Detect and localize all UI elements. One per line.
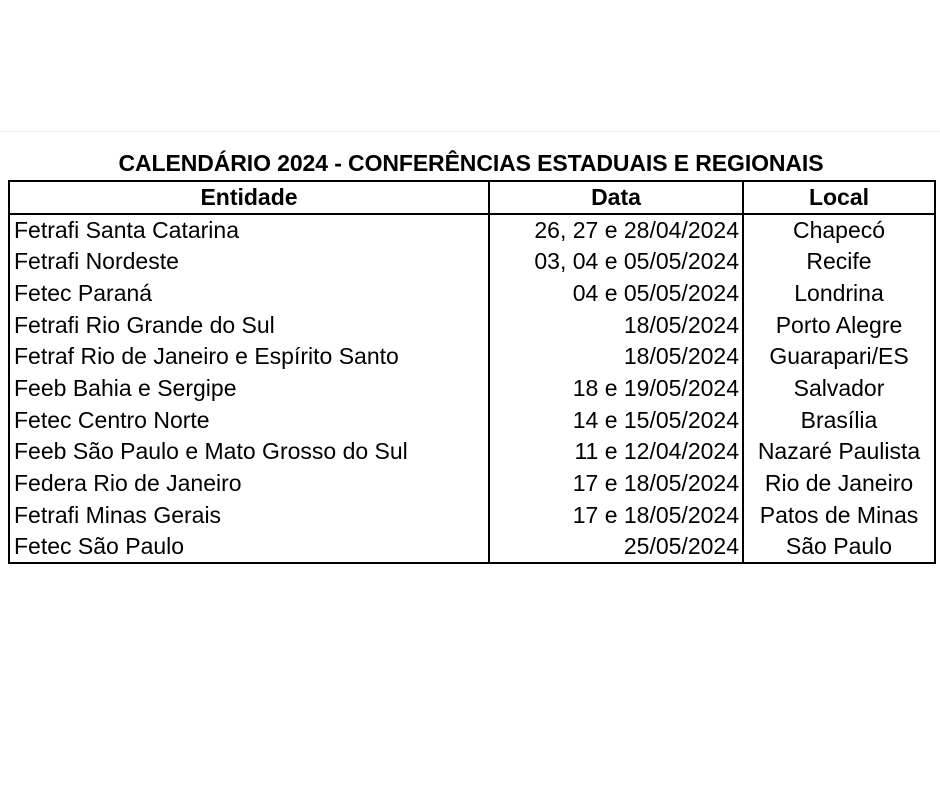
- cell-entidade: Feeb São Paulo e Mato Grosso do Sul: [9, 436, 489, 468]
- cell-data: 25/05/2024: [489, 531, 743, 563]
- cell-local: Rio de Janeiro: [743, 468, 935, 500]
- cell-data: 18/05/2024: [489, 341, 743, 373]
- calendar-table: [8, 180, 936, 564]
- cell-data: 18/05/2024: [489, 309, 743, 341]
- cell-entidade: Fetrafi Nordeste: [9, 246, 489, 278]
- table-row: [9, 531, 935, 563]
- cell-local: Porto Alegre: [743, 309, 935, 341]
- cell-data: 03, 04 e 05/05/2024: [489, 246, 743, 278]
- table-row: [9, 373, 935, 405]
- cell-local: Patos de Minas: [743, 500, 935, 532]
- table-row: [9, 500, 935, 532]
- cell-entidade: Fetec São Paulo: [9, 531, 489, 563]
- table-row: [9, 214, 935, 246]
- cell-entidade: Fetraf Rio de Janeiro e Espírito Santo: [9, 341, 489, 373]
- cell-entidade: Fetec Paraná: [9, 278, 489, 310]
- cell-entidade: Fetec Centro Norte: [9, 404, 489, 436]
- cell-local: Guarapari/ES: [743, 341, 935, 373]
- table-row: [9, 341, 935, 373]
- cell-data: 04 e 05/05/2024: [489, 278, 743, 310]
- header-entidade: Entidade: [9, 181, 489, 214]
- cell-entidade: Fetrafi Rio Grande do Sul: [9, 309, 489, 341]
- cell-entidade: Fetrafi Minas Gerais: [9, 500, 489, 532]
- header-row: [9, 181, 935, 214]
- cell-local: Brasília: [743, 404, 935, 436]
- cell-local: Recife: [743, 246, 935, 278]
- table-row: [9, 246, 935, 278]
- table-row: [9, 404, 935, 436]
- cell-entidade: Federa Rio de Janeiro: [9, 468, 489, 500]
- calendar-title: CALENDÁRIO 2024 - CONFERÊNCIAS ESTADUAIS E REGIONAIS: [118, 150, 824, 176]
- cell-data: 18 e 19/05/2024: [489, 373, 743, 405]
- cell-data: 17 e 18/05/2024: [489, 468, 743, 500]
- top-divider: [0, 131, 940, 132]
- cell-local: São Paulo: [743, 531, 935, 563]
- cell-local: Chapecó: [743, 214, 935, 246]
- cell-data: 26, 27 e 28/04/2024: [489, 214, 743, 246]
- cell-data: 14 e 15/05/2024: [489, 404, 743, 436]
- header-local: Local: [743, 181, 935, 214]
- cell-local: Salvador: [743, 373, 935, 405]
- table-row: [9, 468, 935, 500]
- cell-data: 11 e 12/04/2024: [489, 436, 743, 468]
- header-data: Data: [489, 181, 743, 214]
- cell-entidade: Feeb Bahia e Sergipe: [9, 373, 489, 405]
- cell-data: 17 e 18/05/2024: [489, 500, 743, 532]
- table-row: [9, 309, 935, 341]
- table-row: [9, 278, 935, 310]
- cell-entidade: Fetrafi Santa Catarina: [9, 214, 489, 246]
- cell-local: Londrina: [743, 278, 935, 310]
- table-row: [9, 436, 935, 468]
- cell-local: Nazaré Paulista: [743, 436, 935, 468]
